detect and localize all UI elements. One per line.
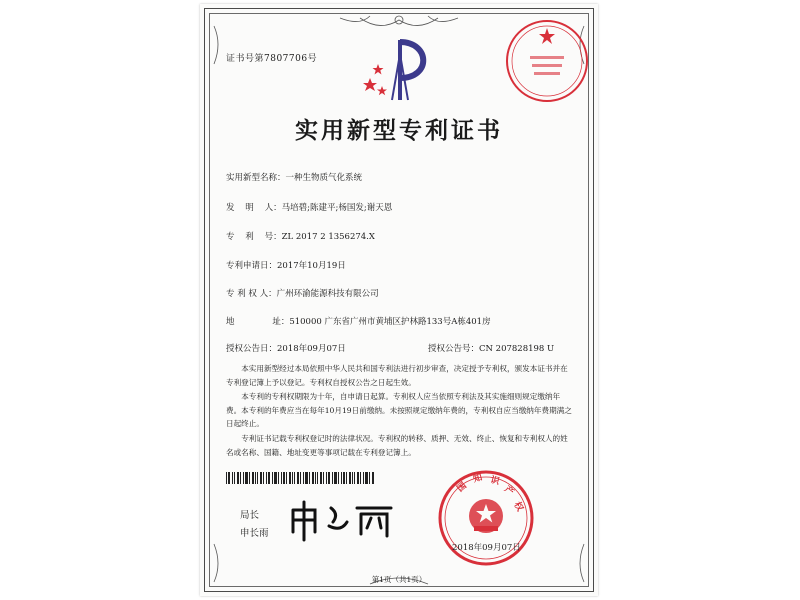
field-value: 510000 广东省广州市黄埔区护林路133号A栋401房 [289, 317, 491, 327]
field-label: 实用新型名称： [226, 173, 286, 183]
paragraph: 本专利的专利权期限为十年，自申请日起算。专利权人应当依照专利法及其实施细则规定缴纳年费。本专利的年费应当在每年10月19日前缴纳。未按照规定缴纳年费的，专利权自应当缴纳年费期满之日起终止。 [226, 392, 572, 428]
term-paragraph [226, 390, 574, 431]
grant-paragraph [226, 362, 574, 389]
handwritten-signature-icon [285, 498, 400, 542]
certificate-title: 实用新型专利证书 [295, 117, 503, 144]
field-address [226, 315, 491, 327]
field-value: 马培碧;陈建平;杨国发;谢天恩 [281, 203, 393, 213]
official-seal-icon [436, 468, 536, 568]
field-application-date [226, 259, 346, 271]
field-patent-number [226, 230, 375, 242]
field-inventors [226, 201, 392, 213]
field-value: ZL 2017 2 1356274.X [281, 232, 375, 242]
field-label: 专 利 号： [226, 232, 282, 242]
field-value: 2017年10月19日 [277, 261, 346, 271]
svg-text:国: 国 [455, 480, 469, 495]
svg-text:产: 产 [502, 484, 516, 498]
field-grant-number [428, 342, 554, 354]
field-label: 专利申请日： [226, 261, 278, 271]
signature-name: 申长雨 [240, 528, 269, 539]
legal-status-paragraph [226, 432, 574, 459]
grant-date-label: 授权公告日： [226, 344, 278, 354]
svg-text:知: 知 [472, 472, 484, 485]
field-value: 一种生物质气化系统 [285, 173, 363, 183]
patent-certificate [200, 4, 598, 596]
agency-seal-icon [504, 18, 590, 104]
field-value: 广州环渝能源科技有限公司 [276, 289, 379, 299]
paragraph: 专利证书记载专利权登记时的法律状况。专利权的转移、质押、无效、终止、恢复和专利权人的姓名或名称、国籍、地址变更等事项记载在专利登记簿上。 [226, 434, 568, 457]
field-grant-date [226, 342, 346, 354]
grant-number: CN 207828198 U [479, 344, 555, 354]
field-label: 发 明 人： [226, 203, 282, 213]
seal-date: 2018年09月07日 [452, 543, 521, 553]
barcode-icon [226, 472, 376, 484]
patent-logo-icon [360, 36, 440, 104]
field-label: 专 利 权 人： [226, 289, 277, 299]
svg-text:权: 权 [511, 500, 525, 514]
field-patentee [226, 287, 379, 299]
field-utility-model-name [226, 171, 362, 183]
field-label: 地 址： [226, 317, 290, 327]
svg-text:识: 识 [489, 475, 501, 488]
page-footer: 第1页（共1页） [371, 575, 427, 584]
certificate-number: 证书号第7807706号 [226, 54, 318, 64]
grant-number-label: 授权公告号： [428, 344, 480, 354]
signature-title: 局长 [240, 510, 260, 521]
grant-date: 2018年09月07日 [277, 344, 346, 354]
paragraph: 本实用新型经过本局依照中华人民共和国专利法进行初步审查，决定授予专利权，颁发本证书并在专利登记簿上予以登记。专利权自授权公告之日起生效。 [226, 364, 568, 387]
